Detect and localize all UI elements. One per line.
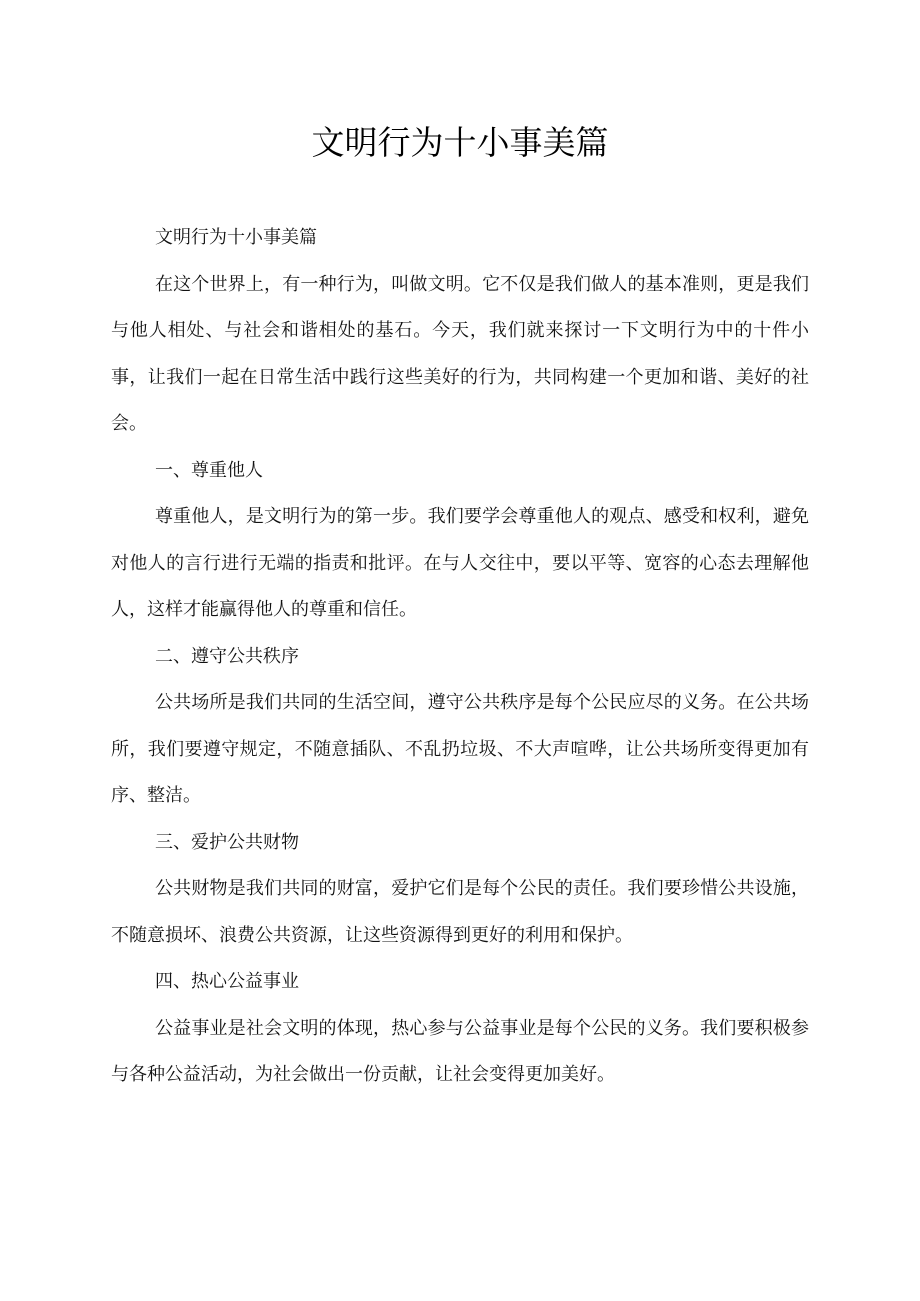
section-heading-1: 一、尊重他人	[155, 459, 263, 481]
section-paragraph-1: 尊重他人，是文明行为的第一步。我们要学会尊重他人的观点、感受和权利，避免对他人的言行进行无端的指责和批评。在与人交往中，要以平等、宽容的心态去理解他人，这样才能赢得他人的尊重和信任。	[111, 506, 809, 620]
section-paragraph-3: 公共财物是我们共同的财富，爱护它们是每个公民的责任。我们要珍惜公共设施，不随意损坏、浪费公共资源，让这些资源得到更好的利用和保护。	[111, 878, 809, 946]
section-paragraph-2: 公共场所是我们共同的生活空间，遵守公共秩序是每个公民应尽的义务。在公共场所，我们要遵守规定，不随意插队、不乱扔垃圾、不大声喧哗，让公共场所变得更加有序、整洁。	[111, 692, 809, 806]
subtitle-paragraph: 文明行为十小事美篇	[155, 227, 317, 248]
section-paragraph-4: 公益事业是社会文明的体现，热心参与公益事业是每个公民的义务。我们要积极参与各种公益活动，为社会做出一份贡献，让社会变得更加美好。	[111, 1017, 809, 1085]
section-heading-2: 二、遵守公共秩序	[155, 645, 299, 667]
section-heading-4: 四、热心公益事业	[155, 971, 299, 992]
document-title: 文明行为十小事美篇	[311, 123, 609, 162]
document-body	[111, 215, 809, 1099]
intro-paragraph: 在这个世界上，有一种行为，叫做文明。它不仅是我们做人的基本准则，更是我们与他人相处、与社会和谐相处的基石。今天，我们就来探讨一下文明行为中的十件小事，让我们一起在日常生活中践行这些美好的行为，共同构建一个更加和谐、美好的社会。	[111, 273, 809, 434]
section-heading-3: 三、爱护公共财物	[155, 831, 299, 853]
